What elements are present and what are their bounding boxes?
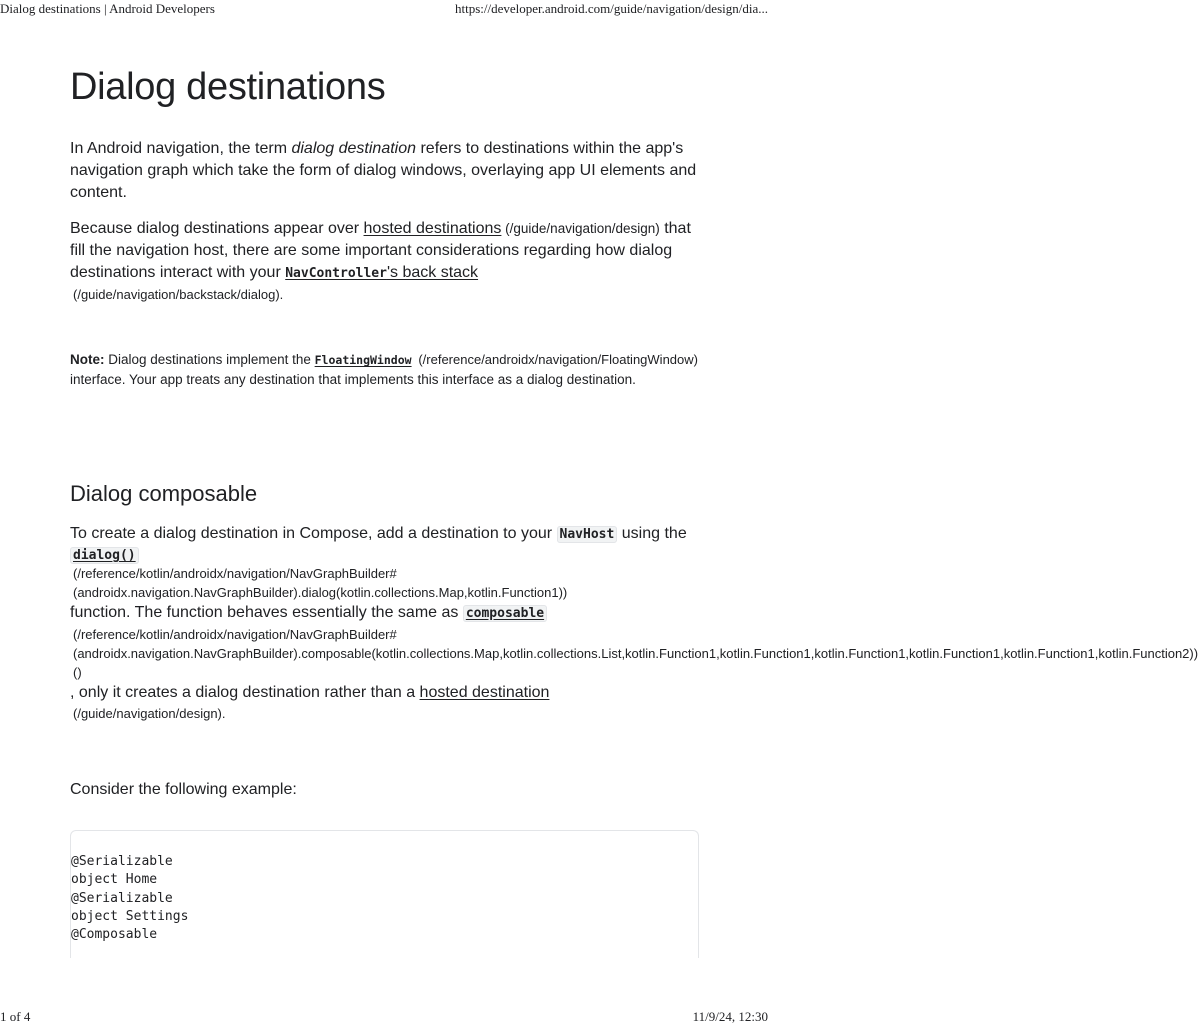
floatingwindow-link[interactable] bbox=[315, 352, 412, 367]
intro-paragraph: In Android navigation, the term dialog destination refers to destinations within the app's navigation graph which take the form of dialog windows, overlaying app UI elements and content. bbox=[70, 140, 697, 201]
link-ref: (/guide/navigation/design) bbox=[501, 221, 660, 236]
link-ref: (/reference/kotlin/androidx/navigation/NavGraphBuilder#(androidx.navigation.NavGraphBuilder).composable(kotlin.collections.Map,kotlin.collections.List,kotlin.Function1,kotlin.Function1,kotlin.Function1,kotlin.Function1,kotlin.Function1,kotlin.Function2))() bbox=[73, 627, 1198, 680]
example-intro: Consider the following example: bbox=[70, 781, 297, 798]
navcontroller-back-stack-link[interactable]: NavController's back stack bbox=[285, 264, 479, 281]
link-ref: (/guide/navigation/backstack/dialog). bbox=[73, 287, 284, 302]
code-line: object Settings bbox=[71, 908, 189, 924]
note-label: Note: bbox=[70, 352, 105, 367]
composable-code: composable bbox=[463, 605, 547, 622]
page-counter: 1 of 4 bbox=[0, 1009, 31, 1024]
hosted-destinations-link[interactable]: hosted destinations bbox=[363, 220, 502, 237]
navcontroller-code: NavController bbox=[285, 266, 387, 281]
code-line: @Serializable bbox=[71, 854, 173, 869]
code-line: @Composable bbox=[71, 927, 158, 943]
link-ref: (/reference/kotlin/androidx/navigation/NavGraphBuilder#(androidx.navigation.NavGraphBuilder).dialog(kotlin.collections.Map,kotlin.Function1)) bbox=[73, 566, 568, 600]
note-callout: Note: Dialog destinations implement the FloatingWindow (/reference/androidx/navigation/FloatingWindow) interface. Your app treats any destination that implements this interface as a dialog destination. bbox=[70, 352, 698, 387]
page-break-space bbox=[0, 958, 768, 998]
dialog-code: dialog() bbox=[70, 547, 139, 564]
composable-function-link[interactable] bbox=[463, 604, 547, 621]
code-block bbox=[70, 830, 699, 971]
print-header bbox=[0, 1, 768, 19]
dialog-function-link[interactable] bbox=[70, 546, 139, 563]
page-title: Dialog destinations bbox=[70, 66, 386, 108]
print-datetime: 11/9/24, 12:30 bbox=[692, 1009, 768, 1024]
print-footer bbox=[0, 1009, 768, 1027]
page-title-header: Dialog destinations | Android Developers bbox=[0, 1, 215, 16]
code-line: object Home bbox=[71, 872, 158, 888]
navhost-code: NavHost bbox=[557, 526, 618, 543]
section-heading: Dialog composable bbox=[70, 481, 258, 506]
code-line: @Serializable bbox=[71, 890, 173, 906]
hosted-destination-link[interactable]: hosted destination bbox=[419, 684, 550, 701]
code-text bbox=[71, 831, 698, 944]
emphasis-text: dialog destination bbox=[291, 140, 417, 157]
back-stack-paragraph: Because dialog destinations appear over hosted destinations (/guide/navigation/design) that fill the navigation host, there are some important considerations regarding how dialog destinations interact with your NavController's back stack (/guide/navigation/backstack/dialog). bbox=[70, 218, 698, 304]
floatingwindow-code: FloatingWindow bbox=[314, 353, 412, 367]
link-ref: (/guide/navigation/design). bbox=[73, 706, 226, 721]
dialog-composable-paragraph: To create a dialog destination in Compose, add a destination to your NavHost using the dialog() (/reference/kotlin/androidx/navigation/NavGraphBuilder#(androidx.navigation.NavGraphBuilder).dialog(kotlin.collections.Map,kotlin.Function1)) function. The function behaves essentially the same as composable (/reference/kotlin/androidx/navigation/NavGraphBuilder#(androidx.navigation.NavGraphBuilder).composable(kotlin.collections.Map,kotlin.collections.List,kotlin.Function1,kotlin.Function1,kotlin.Function1,kotlin.Function1,kotlin.Function1,kotlin.Function2))() , only it creates a dialog destination rather than a hosted destination (/guide/navigation/design). bbox=[70, 525, 1198, 721]
page-url[interactable]: https://developer.android.com/guide/navigation/design/dia... bbox=[454, 1, 768, 16]
link-ref: (/reference/androidx/navigation/FloatingWindow) bbox=[418, 352, 698, 367]
